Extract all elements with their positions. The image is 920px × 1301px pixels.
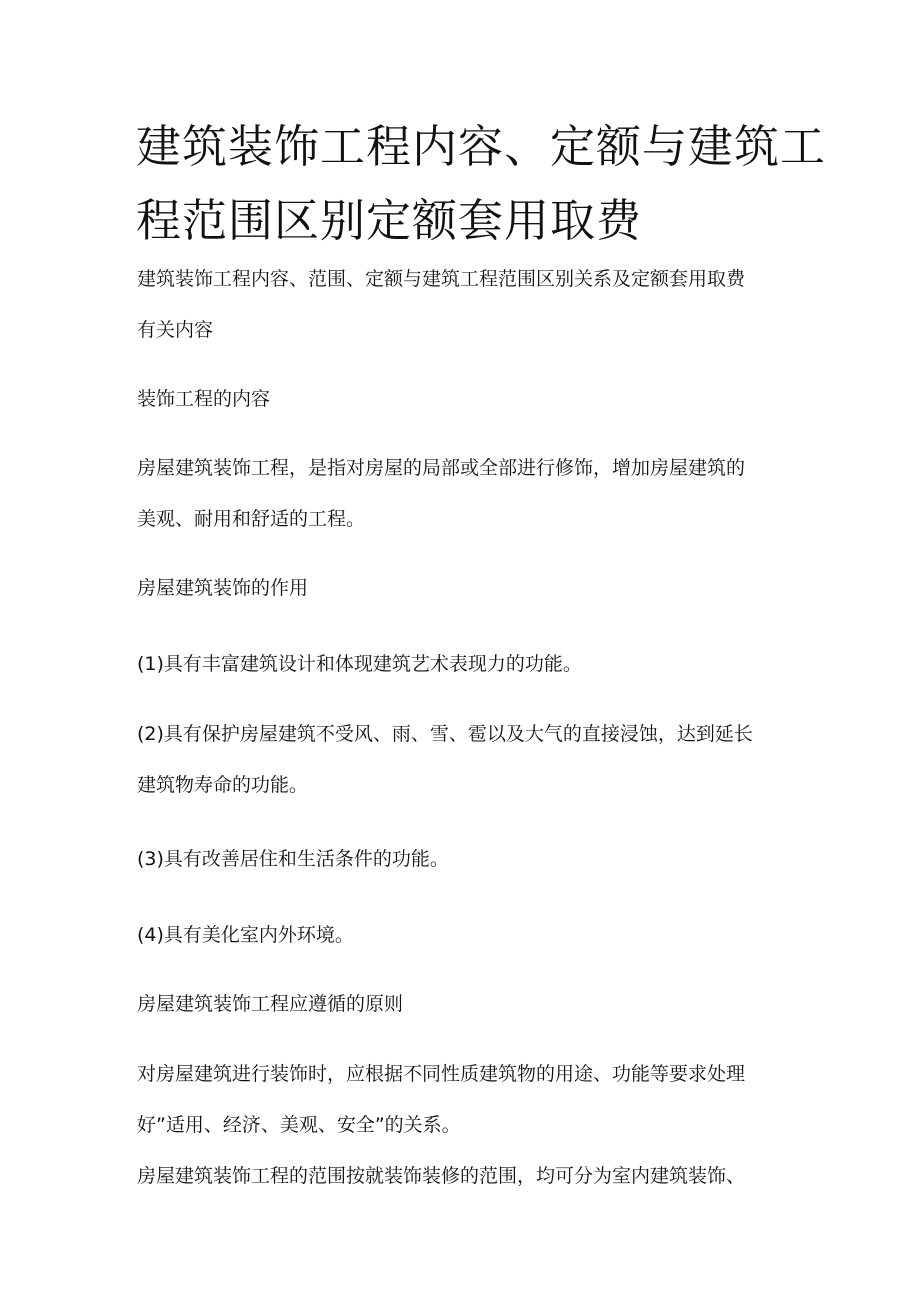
purpose-item-4: (4)具有美化室内外环境。 — [137, 924, 354, 946]
subtitle-line-2: 有关内容 — [137, 319, 214, 341]
title-line-1: 建筑装饰工程内容、定额与建筑工 — [136, 120, 827, 173]
principles-line-2: 好”适用、经济、美观、安全”的关系。 — [137, 1114, 461, 1136]
principles-line-1: 对房屋建筑进行装饰时，应根据不同性质建筑物的用途、功能等要求处理 — [137, 1063, 746, 1085]
purpose-item-3: (3)具有改善居住和生活条件的功能。 — [137, 848, 449, 870]
purpose-item-2-line-1: (2)具有保护房屋建筑不受风、雨、雪、雹以及大气的直接浸蚀，达到延长 — [137, 723, 753, 745]
subtitle-line-1: 建筑装饰工程内容、范围、定额与建筑工程范围区别关系及定额套用取费 — [137, 268, 746, 290]
purpose-item-1: (1)具有丰富建筑设计和体现建筑艺术表现力的功能。 — [137, 653, 582, 675]
principles-paragraph — [137, 1049, 787, 1151]
section-heading-principles: 房屋建筑装饰工程应遵循的原则 — [137, 993, 404, 1015]
purpose-item-2 — [137, 709, 787, 811]
purpose-item-2-line-2: 建筑物寿命的功能。 — [137, 774, 309, 796]
title-line-2: 程范围区别定额套用取费 — [136, 194, 643, 247]
definition-paragraph — [137, 443, 787, 545]
section-heading-decoration-purpose: 房屋建筑装饰的作用 — [137, 577, 309, 599]
section-heading-decoration-content: 装饰工程的内容 — [137, 388, 271, 410]
definition-line-2: 美观、耐用和舒适的工程。 — [137, 508, 366, 530]
document-title — [136, 110, 827, 258]
scope-paragraph: 房屋建筑装饰工程的范围按就装饰装修的范围，均可分为室内建筑装饰、 — [137, 1165, 746, 1187]
subtitle-paragraph — [137, 254, 787, 356]
definition-line-1: 房屋建筑装饰工程，是指对房屋的局部或全部进行修饰，增加房屋建筑的 — [137, 457, 746, 479]
